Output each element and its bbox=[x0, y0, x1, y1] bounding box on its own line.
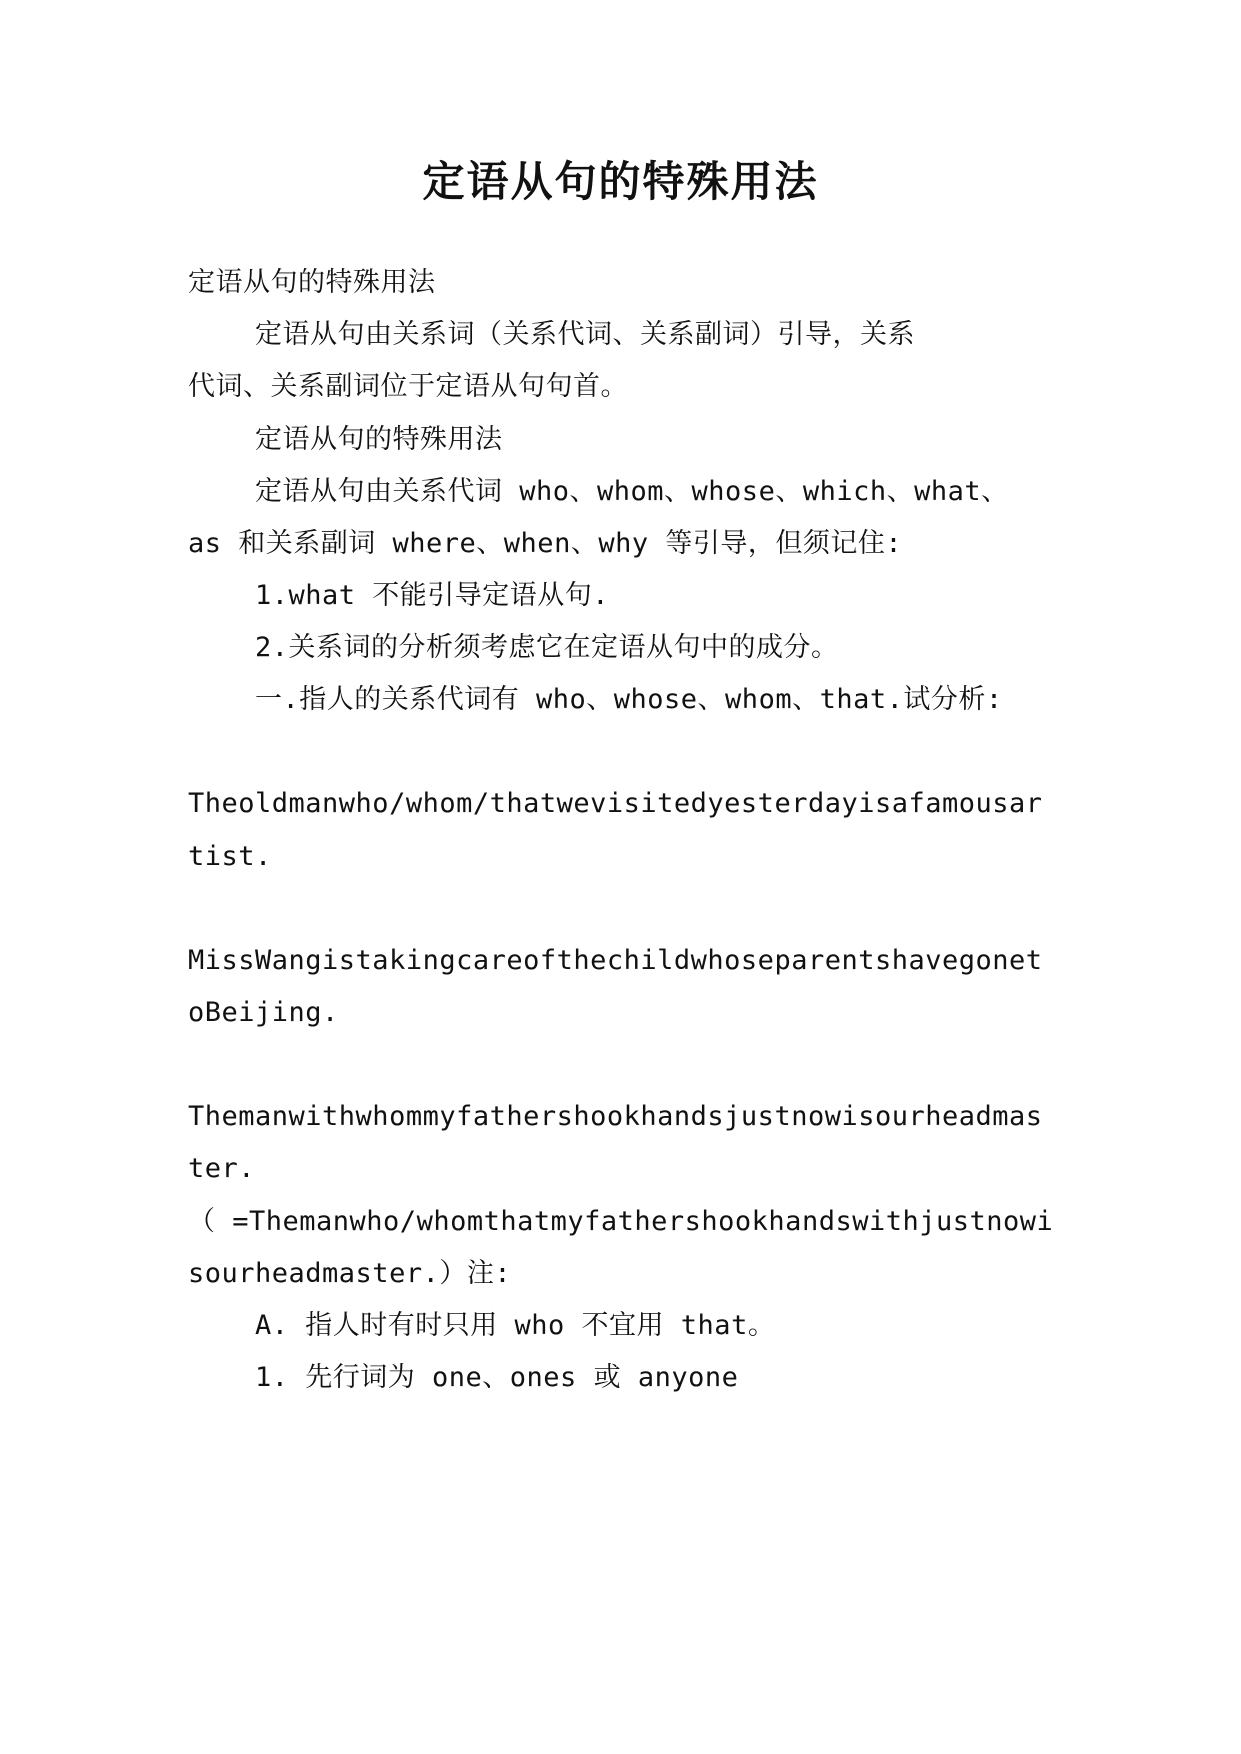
paragraph-heading: 定语从句的特殊用法 bbox=[188, 267, 436, 298]
section-heading: 一.指人的关系代词有 who、whose、whom、that.试分析: bbox=[255, 684, 1003, 715]
example-sentence-line: Themanwithwhommyfathershookhandsjustnowisourheadmas bbox=[188, 1101, 1043, 1132]
example-sentence-line: MissWangistakingcareofthechildwhoseparentshavegonet bbox=[188, 945, 1043, 976]
example-sentence-line: （ =Themanwho/whomthatmyfathershookhandswithjustnowi bbox=[188, 1206, 1054, 1237]
example-sentence-line: Theoldmanwho/whom/thatwevisitedyesterdayisafamousar bbox=[188, 788, 1043, 819]
paragraph-line: 代词、关系副词位于定语从句句首。 bbox=[188, 371, 628, 402]
paragraph-line: 定语从句由关系代词 who、whom、whose、which、what、 bbox=[255, 476, 1009, 507]
paragraph-line: 定语从句由关系词（关系代词、关系副词）引导，关系 bbox=[255, 319, 915, 350]
list-item: 1.what 不能引导定语从句. bbox=[255, 580, 610, 611]
example-sentence-line: tist. bbox=[188, 841, 272, 872]
example-sentence-line: oBeijing. bbox=[188, 997, 339, 1028]
paragraph-heading: 定语从句的特殊用法 bbox=[255, 424, 503, 455]
paragraph-line: as 和关系副词 where、when、why 等引导，但须记住: bbox=[188, 528, 903, 559]
document-title: 定语从句的特殊用法 bbox=[422, 157, 819, 206]
note-item: A. 指人时有时只用 who 不宜用 that。 bbox=[255, 1310, 776, 1341]
note-item: 1. 先行词为 one、ones 或 anyone bbox=[255, 1362, 739, 1393]
list-item: 2.关系词的分析须考虑它在定语从句中的成分。 bbox=[255, 632, 839, 663]
example-sentence-line: sourheadmaster.）注: bbox=[188, 1258, 512, 1289]
example-sentence-line: ter. bbox=[188, 1153, 256, 1184]
